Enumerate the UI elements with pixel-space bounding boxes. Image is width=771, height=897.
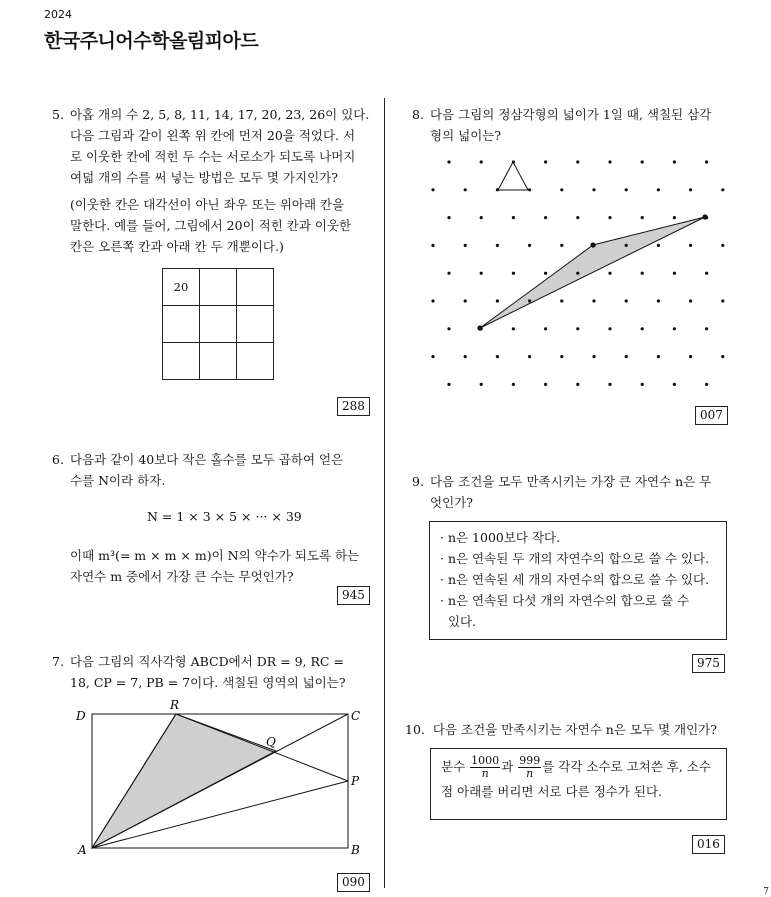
grid-cell <box>237 343 274 380</box>
problem-text-line: 다음과 같이 40보다 작은 홀수를 모두 곱하여 얻은 <box>70 452 344 467</box>
lattice-dots <box>431 160 724 386</box>
problem-text-line: 이때 m³(= m × m × m)이 N의 약수가 되도록 하는 <box>70 548 360 563</box>
problem-text-line: 로 이웃한 칸에 적힌 두 수는 서로소가 되도록 나머지 <box>70 149 356 164</box>
fraction-999-over-n <box>518 755 541 780</box>
lattice-dot <box>447 272 450 275</box>
lattice-dot <box>608 383 611 386</box>
condition-line: 점 아래를 버리면 서로 다른 정수가 된다. <box>441 784 663 799</box>
answer-box: 090 <box>337 873 370 892</box>
lattice-dot <box>641 216 644 219</box>
lattice-dot <box>673 216 676 219</box>
lattice-dot <box>673 327 676 330</box>
problem-number: 5. <box>52 107 64 122</box>
year-label: 2024 <box>44 8 72 21</box>
lattice-dot <box>705 327 708 330</box>
lattice-dot <box>608 272 611 275</box>
problem-number: 7. <box>52 654 64 669</box>
lattice-dot <box>560 188 563 191</box>
grid-cell <box>200 306 237 343</box>
lattice-dot <box>544 327 547 330</box>
label-c: C <box>351 709 361 723</box>
lattice-dot <box>657 299 660 302</box>
lattice-dot <box>528 299 531 302</box>
problem-10 <box>405 719 745 741</box>
problem-number: 8. <box>412 107 424 122</box>
corner-mark: 7 <box>763 887 769 897</box>
lattice-dot <box>496 188 499 191</box>
problem-text-line: 다음 그림의 직사각형 ABCD에서 DR = 9, RC = <box>70 654 344 669</box>
problem-text-line: 형의 넓이는? <box>430 128 502 143</box>
lattice-dot <box>528 355 531 358</box>
lattice-dot <box>576 327 579 330</box>
lattice-dot <box>673 383 676 386</box>
problem-text-line: 아홉 개의 수 2, 5, 8, 11, 14, 17, 20, 23, 26이 있다. <box>70 107 370 122</box>
lattice-dot <box>512 327 515 330</box>
vertex-dot <box>590 242 595 247</box>
lattice-dot <box>721 244 724 247</box>
lattice-dot <box>657 244 660 247</box>
number-grid <box>162 268 274 380</box>
lattice-dot <box>625 299 628 302</box>
lattice-dot <box>560 244 563 247</box>
condition-box <box>429 521 727 640</box>
problem-6-question <box>70 545 359 587</box>
lattice-dot <box>576 216 579 219</box>
lattice-dot <box>512 272 515 275</box>
lattice-dot <box>464 299 467 302</box>
rectangle-figure <box>70 696 380 862</box>
condition-item: 있다. <box>440 614 477 629</box>
lattice-dot <box>464 188 467 191</box>
label-q: Q <box>266 735 276 749</box>
lattice-dot <box>657 188 660 191</box>
grid-cell <box>237 269 274 306</box>
lattice-dot <box>431 355 434 358</box>
lattice-dot <box>480 383 483 386</box>
dot-lattice-figure <box>420 150 740 395</box>
problem-9 <box>412 471 742 517</box>
lattice-dot <box>480 160 483 163</box>
problem-text-line: 엇인가? <box>430 495 473 510</box>
lattice-dot <box>447 327 450 330</box>
lattice-dot <box>431 188 434 191</box>
lattice-dot <box>657 355 660 358</box>
condition-line <box>441 755 726 780</box>
vertex-dot <box>477 325 482 330</box>
lattice-dot <box>464 355 467 358</box>
condition-prefix: 분수 <box>441 759 466 774</box>
lattice-dot <box>431 299 434 302</box>
lattice-dot <box>560 355 563 358</box>
problem-number: 9. <box>412 474 424 489</box>
lattice-dot <box>528 244 531 247</box>
label-b: B <box>351 843 360 857</box>
lattice-dot <box>576 160 579 163</box>
lattice-dot <box>689 355 692 358</box>
label-p: P <box>351 774 360 788</box>
lattice-dot <box>705 160 708 163</box>
problem-text-line: 다음 조건을 만족시키는 자연수 n은 모두 몇 개인가? <box>432 722 717 737</box>
lattice-dot <box>721 355 724 358</box>
lattice-dot <box>641 327 644 330</box>
answer-box: 007 <box>695 406 728 425</box>
lattice-dot <box>544 272 547 275</box>
unit-triangle <box>498 162 528 190</box>
problem-note-line: 말한다. 예를 들어, 그림에서 20이 적힌 칸과 이웃한 <box>70 218 352 233</box>
problem-number: 6. <box>52 452 64 467</box>
lattice-dot <box>625 244 628 247</box>
lattice-dot <box>641 272 644 275</box>
condition-box <box>430 748 727 820</box>
problem-note-line: 칸은 오른쪽 칸과 아래 칸 두 개뿐이다.) <box>70 239 284 254</box>
fraction-denominator: n <box>526 767 534 780</box>
lattice-dot <box>560 299 563 302</box>
lattice-dot <box>512 160 515 163</box>
problem-number: 10. <box>405 722 425 737</box>
fraction-numerator: 1000 <box>471 754 500 767</box>
lattice-dot <box>480 216 483 219</box>
problem-text-line: 다음 그림의 정삼각형의 넓이가 1일 때, 색칠된 삼각 <box>430 107 712 122</box>
lattice-dot <box>544 383 547 386</box>
lattice-dot <box>673 160 676 163</box>
condition-mid: 과 <box>501 759 514 774</box>
lattice-dot <box>464 244 467 247</box>
problem-text-line: 여덟 개의 수를 써 넣는 방법은 모두 몇 가지인가? <box>70 170 338 185</box>
grid-cell: 20 <box>163 269 200 306</box>
lattice-dot <box>528 188 531 191</box>
problem-text-line: 다음 그림과 같이 왼쪽 위 칸에 먼저 20을 적었다. 서 <box>70 128 356 143</box>
problem-text-line: 수를 N이라 하자. <box>70 473 166 488</box>
lattice-dot <box>512 383 515 386</box>
label-r: R <box>170 698 180 712</box>
lattice-dot <box>447 216 450 219</box>
condition-item: · n은 연속된 세 개의 자연수의 합으로 쓸 수 있다. <box>440 572 710 587</box>
lattice-dot <box>689 299 692 302</box>
grid-cell <box>237 306 274 343</box>
lattice-dot <box>576 383 579 386</box>
lattice-dot <box>689 244 692 247</box>
lattice-dot <box>673 272 676 275</box>
lattice-dot <box>592 188 595 191</box>
condition-suffix: 를 각각 소수로 고쳐쓴 후, 소수 <box>542 759 711 774</box>
condition-item: · n은 1000보다 작다. <box>440 530 561 545</box>
answer-box: 016 <box>692 835 725 854</box>
lattice-dot <box>447 160 450 163</box>
lattice-dot <box>512 216 515 219</box>
lattice-dot <box>576 272 579 275</box>
lattice-dot <box>721 188 724 191</box>
problem-7 <box>52 651 372 697</box>
lattice-dot <box>608 327 611 330</box>
grid-cell <box>200 343 237 380</box>
answer-box: 975 <box>692 654 725 673</box>
product-formula: N = 1 × 3 × 5 × ··· × 39 <box>147 509 302 524</box>
lattice-dot <box>496 299 499 302</box>
lattice-dot <box>431 244 434 247</box>
grid-cell <box>163 343 200 380</box>
lattice-dot <box>544 216 547 219</box>
grid-cell <box>163 306 200 343</box>
lattice-dot <box>496 244 499 247</box>
lattice-dot <box>608 160 611 163</box>
lattice-dot <box>447 383 450 386</box>
lattice-dot <box>608 216 611 219</box>
label-d: D <box>76 709 86 723</box>
lattice-dot <box>496 355 499 358</box>
column-divider <box>384 98 385 888</box>
label-a: A <box>78 843 87 857</box>
shaded-triangle <box>92 714 276 848</box>
problem-text-line: 자연수 m 중에서 가장 큰 수는 무엇인가? <box>70 569 294 584</box>
fraction-denominator: n <box>481 767 489 780</box>
lattice-dot <box>544 160 547 163</box>
grid-cell <box>200 269 237 306</box>
lattice-dot <box>641 160 644 163</box>
answer-box: 288 <box>337 397 370 416</box>
problem-text-line: 18, CP = 7, PB = 7이다. 색칠된 영역의 넓이는? <box>70 675 346 690</box>
answer-box: 945 <box>337 586 370 605</box>
lattice-dot <box>721 299 724 302</box>
lattice-dot <box>625 188 628 191</box>
lattice-dot <box>592 355 595 358</box>
fraction-numerator: 999 <box>519 754 541 767</box>
condition-item: · n은 연속된 두 개의 자연수의 합으로 쓸 수 있다. <box>440 551 710 566</box>
condition-item: · n은 연속된 다섯 개의 자연수의 합으로 쓸 수 <box>440 593 690 608</box>
lattice-dot <box>480 272 483 275</box>
problem-8 <box>412 104 742 150</box>
lattice-dot <box>592 299 595 302</box>
lattice-dot <box>689 188 692 191</box>
problem-note-line: (이웃한 칸은 대각선이 아닌 좌우 또는 위아래 칸을 <box>70 197 345 212</box>
vertex-dot <box>702 214 707 219</box>
lattice-dot <box>705 272 708 275</box>
lattice-dot <box>641 383 644 386</box>
problem-text-line: 다음 조건을 모두 만족시키는 가장 큰 자연수 n은 무 <box>430 474 712 489</box>
lattice-dot <box>625 355 628 358</box>
page-title: 한국주니어수학올림피아드 <box>44 30 259 52</box>
lattice-dot <box>705 383 708 386</box>
fraction-1000-over-n <box>470 755 500 780</box>
